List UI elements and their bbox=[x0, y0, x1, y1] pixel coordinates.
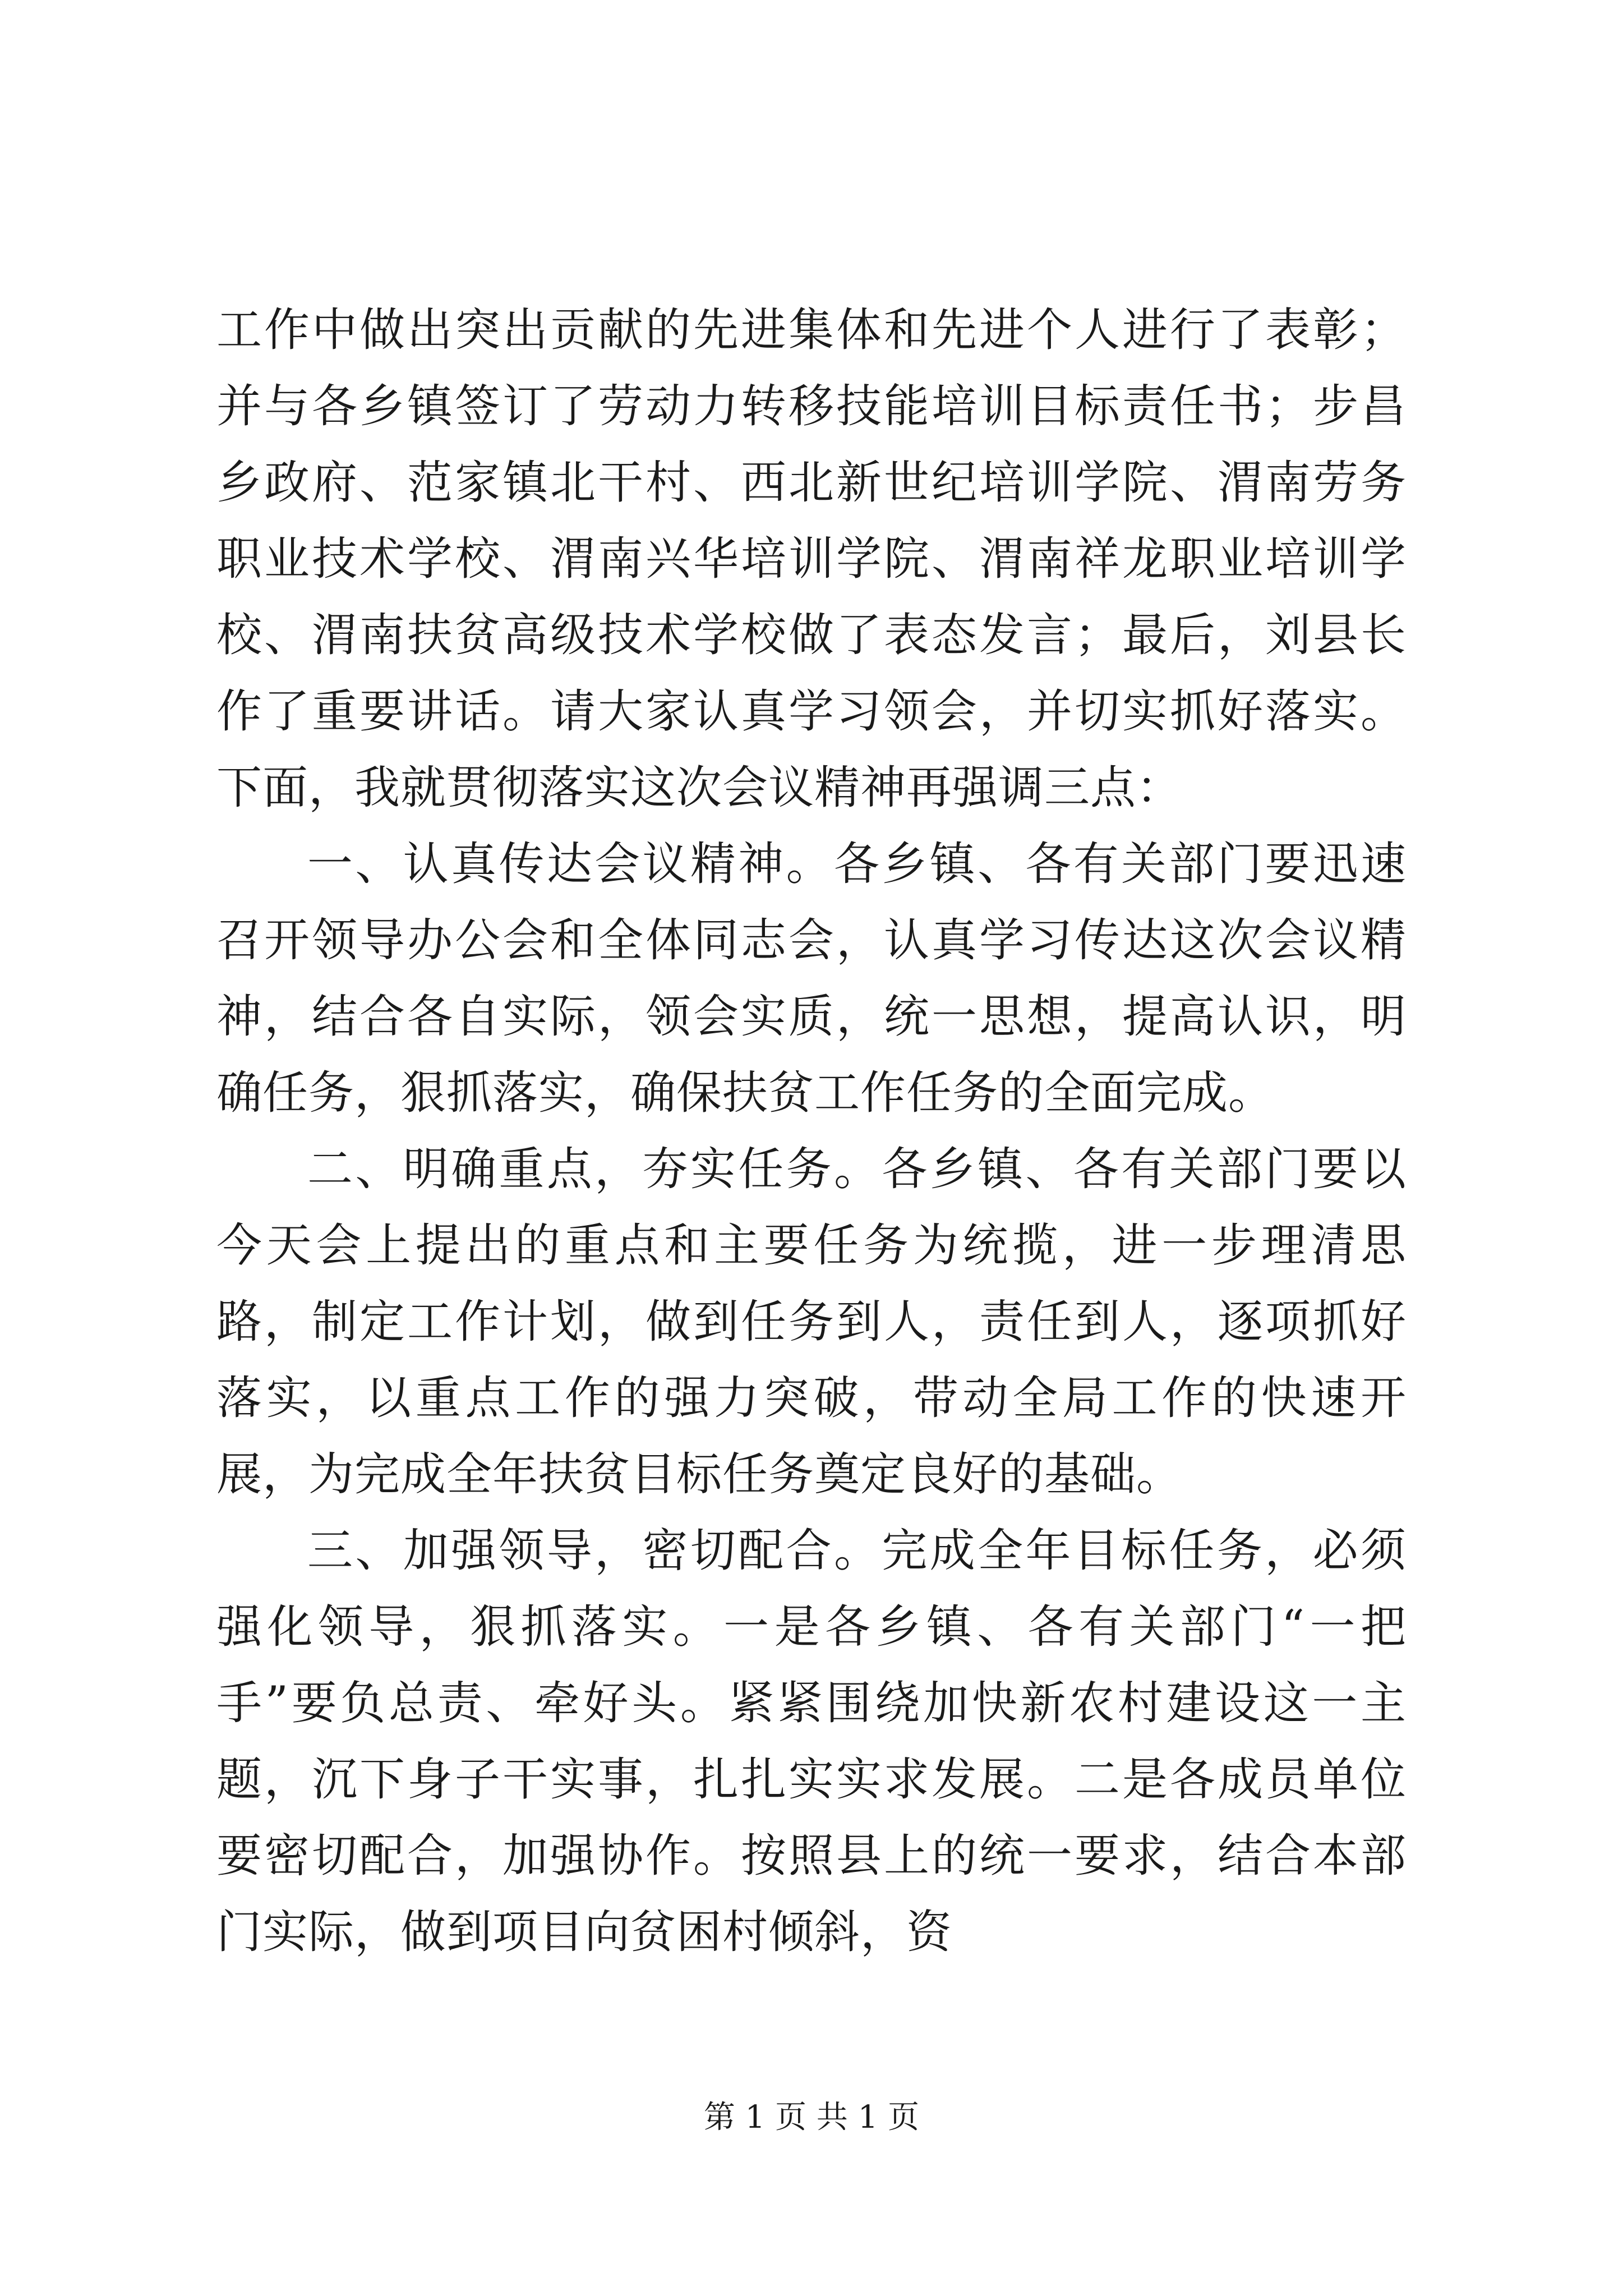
paragraph-point-one: 一、认真传达会议精神。各乡镇、各有关部门要迅速召开领导办公会和全体同志会，认真学习传达这次会议精神，结合各自实际，领会实质，统一思想，提高认识，明确任务，狠抓落实，确保扶贫工作任务的全面完成。 bbox=[216, 838, 1407, 1120]
paragraph-point-three: 三、加强领导，密切配合。完成全年目标任务，必须强化领导，狠抓落实。一是各乡镇、各有关部门“一把手”要负总责、牵好头。紧紧围绕加快新农村建设这一主题，沉下身子干实事，扎扎实实求发展。二是各成员单位要密切配合，加强协作。按照县上的统一要求，结合本部门实际，做到项目向贫困村倾斜，资 bbox=[216, 1525, 1407, 1959]
paragraph-continuation: 工作中做出突出贡献的先进集体和先进个人进行了表彰；并与各乡镇签订了劳动力转移技能培训目标责任书；步昌乡政府、范家镇北干村、西北新世纪培训学院、渭南劳务职业技术学校、渭南兴华培训学院、渭南祥龙职业培训学校、渭南扶贫高级技术学校做了表态发言；最后，刘县长作了重要讲话。请大家认真学习领会，并切实抓好落实。下面，我就贯彻落实这次会议精神再强调三点： bbox=[216, 304, 1407, 815]
paragraph-point-two: 二、明确重点，夯实任务。各乡镇、各有关部门要以今天会上提出的重点和主要任务为统揽，进一步理清思路，制定工作计划，做到任务到人，责任到人，逐项抓好落实，以重点工作的强力突破，带动全局工作的快速开展，为完成全年扶贫目标任务奠定良好的基础。 bbox=[216, 1143, 1407, 1501]
document-body bbox=[216, 292, 1407, 1971]
page-number-footer: 第 1 页 共 1 页 bbox=[703, 2099, 920, 2136]
